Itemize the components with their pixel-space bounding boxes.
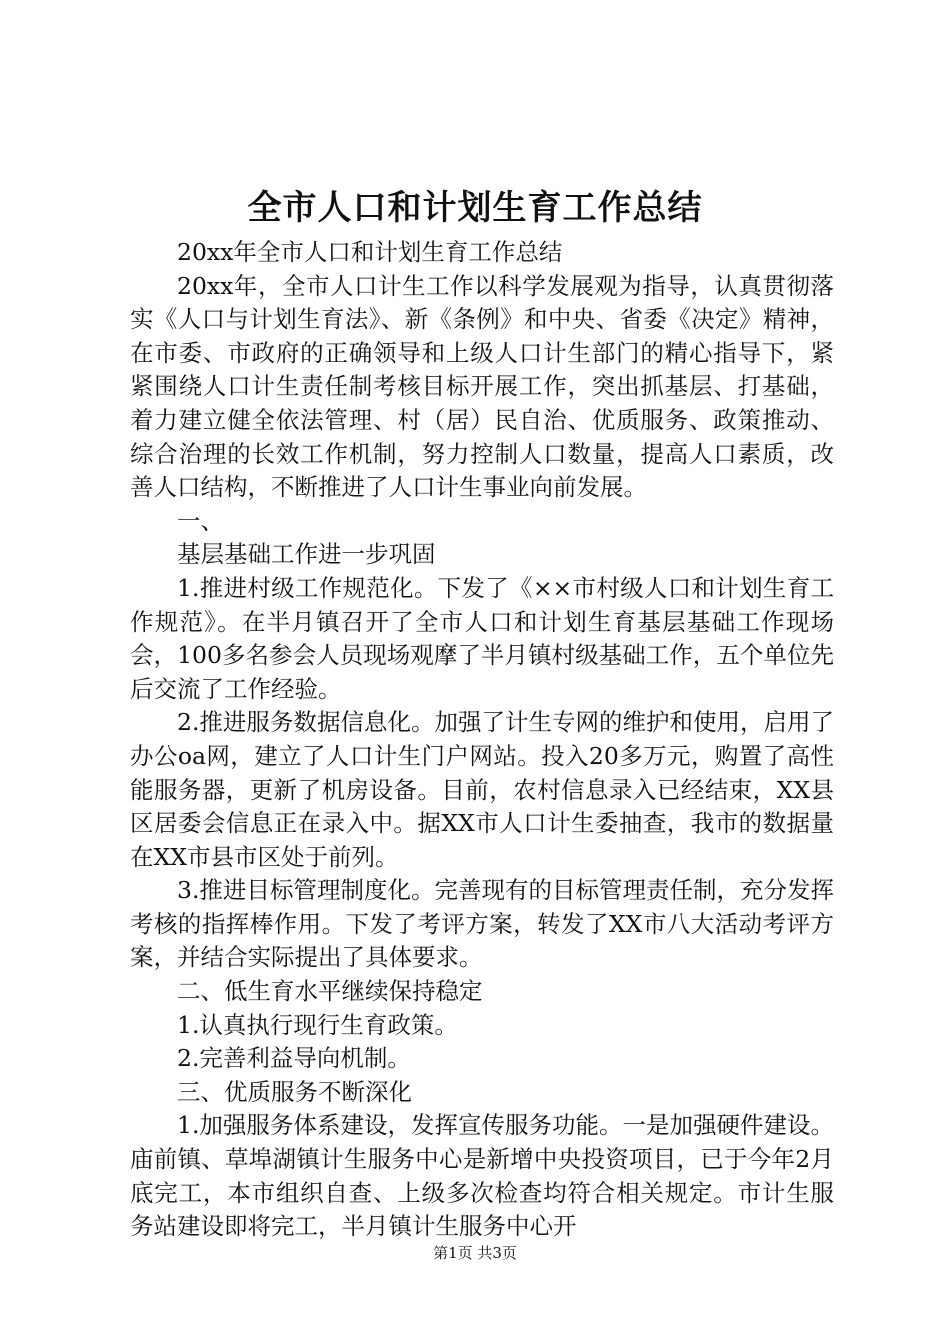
page-indicator: 第1页 共3页 xyxy=(433,1244,517,1262)
document-title: 全市人口和计划生育工作总结 xyxy=(247,188,703,228)
paragraph: 3.推进目标管理制度化。完善现有的目标管理责任制，充分发挥考核的指挥棒作用。下发了考评方案，转发了XX市八大活动考评方案，并结合实际提出了具体要求。 xyxy=(130,876,834,972)
paragraph: 2.完善利益导向机制。 xyxy=(177,1044,411,1073)
paragraph: 20xx年全市人口和计划生育工作总结 xyxy=(177,238,563,266)
section-heading: 基层基础工作进一步巩固 xyxy=(177,540,436,569)
paragraph: 1.加强服务体系建设，发挥宣传服务功能。一是加强硬件建设。庙前镇、草埠湖镇计生服务中心是新增中央投资项目，已于今年2月底完工，本市组织自查、上级多次检查均符合相关规定。市计生服务站建设即将完工，半月镇计生服务中心开 xyxy=(130,1111,834,1241)
paragraph: 1.认真执行现行生育政策。 xyxy=(177,1010,458,1039)
section-heading: 一、 xyxy=(177,506,224,535)
section-heading: 二、低生育水平继续保持稳定 xyxy=(177,977,483,1006)
paragraph: 20xx年，全市人口计生工作以科学发展观为指导，认真贯彻落实《人口与计划生育法》、新《条例》和中央、省委《决定》精神，在市委、市政府的正确领导和上级人口计生部门的精心指导下，紧紧围绕人口计生责任制考核目标开展工作，突出抓基层、打基础，着力建立健全依法管理、村（居）民自治、优质服务、政策推动、综合治理的长效工作机制，努力控制人口数量，提高人口素质，改善人口结构，不断推进了人口计生事业向前发展。 xyxy=(130,271,834,502)
paragraph: 1.推进村级工作规范化。下发了《××市村级人口和计划生育工作规范》。在半月镇召开了全市人口和计划生育基层基础工作现场会，100多名参会人员现场观摩了半月镇村级基础工作，五个单位先后交流了工作经验。 xyxy=(130,573,834,703)
paragraph: 2.推进服务数据信息化。加强了计生专网的维护和使用，启用了办公oa网，建立了人口计生门户网站。投入20多万元，购置了高性能服务器，更新了机房设备。目前，农村信息录入已经结束，XX县区居委会信息正在录入中。据XX市人口计生委抽查，我市的数据量在XX市县市区处于前列。 xyxy=(130,708,834,871)
document-body xyxy=(130,236,834,1244)
section-heading: 三、优质服务不断深化 xyxy=(177,1077,412,1106)
